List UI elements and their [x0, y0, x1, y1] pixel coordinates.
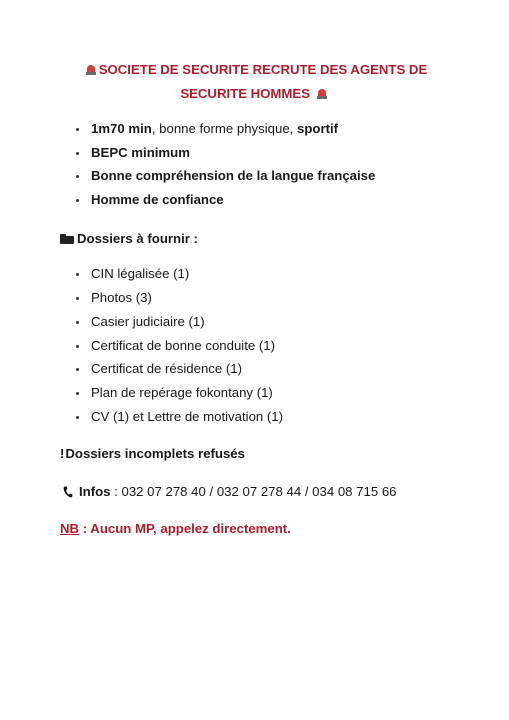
- document-text: CV (1) et Lettre de motivation (1): [91, 409, 284, 424]
- bullet-icon: [76, 345, 79, 348]
- bullet-icon: [76, 321, 79, 324]
- document-text: Certificat de bonne conduite (1): [91, 338, 276, 353]
- requirement-text: Homme de confiance: [91, 192, 224, 207]
- incomplete-warning: [60, 446, 245, 461]
- document-text: Photos (3): [91, 290, 152, 305]
- requirement-bold-2: sportif: [297, 121, 339, 136]
- bullet-icon: [76, 368, 79, 371]
- title-line-2-text: SECURITE HOMMES: [180, 86, 310, 101]
- bullet-icon: [76, 297, 79, 300]
- nb-text: : Aucun MP, appelez directement.: [79, 521, 291, 536]
- incomplete-warning-text: Dossiers incomplets refusés: [65, 446, 245, 461]
- infos-label: Infos: [79, 484, 111, 499]
- bullet-icon: [76, 392, 79, 395]
- title-line-2: [40, 82, 470, 106]
- documents-heading: [60, 231, 198, 246]
- bullet-icon: [76, 273, 79, 276]
- contact-infos: [63, 484, 397, 499]
- bullet-icon: [76, 128, 79, 131]
- nb-label: NB: [60, 521, 80, 536]
- announcement-title: [40, 58, 470, 106]
- requirement-text: Bonne compréhension de la langue française: [91, 168, 376, 183]
- title-line-1-text: SOCIETE DE SECURITE RECRUTE DES AGENTS DE: [98, 62, 428, 77]
- document-text: CIN légalisée (1): [91, 266, 190, 281]
- requirement-text: BEPC minimum: [91, 145, 190, 160]
- bullet-icon: [76, 416, 79, 419]
- document-text: Certificat de résidence (1): [91, 361, 242, 376]
- phone-icon: [63, 486, 73, 498]
- exclamation-icon: !: [60, 446, 65, 461]
- folder-icon: [60, 234, 74, 244]
- bullet-icon: [76, 175, 79, 178]
- siren-icon: [86, 65, 96, 75]
- requirement-bold: 1m70 min: [91, 121, 152, 136]
- title-line-1: [40, 58, 470, 82]
- documents-heading-text: Dossiers à fournir :: [77, 231, 198, 246]
- document-text: Plan de repérage fokontany (1): [91, 385, 273, 400]
- siren-icon: [317, 89, 327, 99]
- requirement-normal: , bonne forme physique,: [151, 121, 297, 136]
- document-text: Casier judiciaire (1): [91, 314, 205, 329]
- infos-numbers: : 032 07 278 40 / 032 07 278 44 / 034 08 715 66: [110, 484, 397, 499]
- bullet-icon: [76, 199, 79, 202]
- bullet-icon: [76, 152, 79, 155]
- nb-note: [60, 521, 291, 536]
